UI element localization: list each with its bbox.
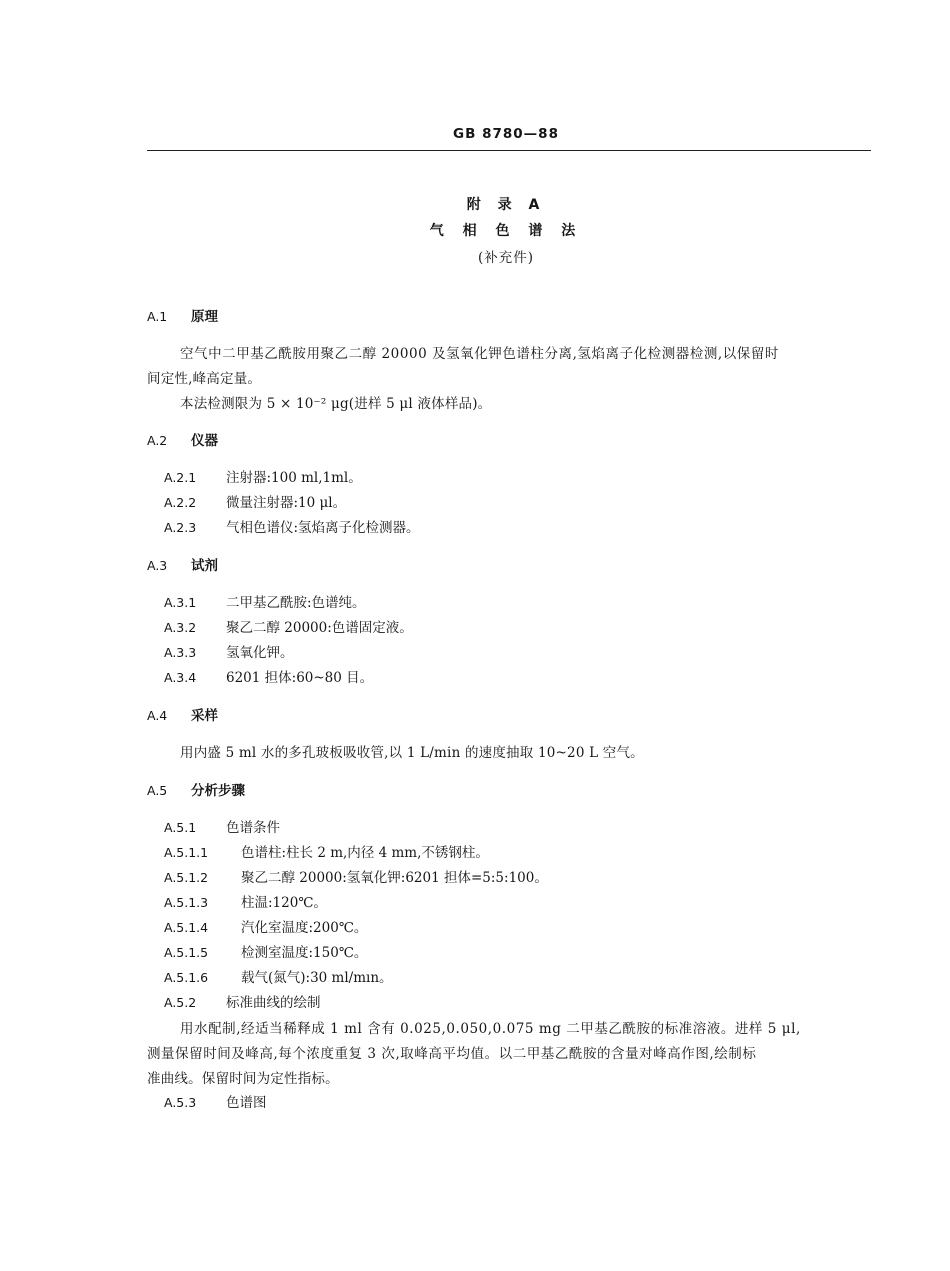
subsection-heading <box>164 1094 267 1112</box>
paragraph-line: 用内盛 5 ml 水的多孔玻板吸收管,以 1 L/min 的速度抽取 10~20 L 空气。 <box>180 745 644 761</box>
section-number: A.3 <box>147 558 168 573</box>
section-heading-a4 <box>147 707 218 725</box>
item-text: 色谱条件 <box>226 820 280 836</box>
item-number: A.3.4 <box>164 670 197 685</box>
section-title: 分析步骤 <box>191 783 245 799</box>
list-item <box>164 669 373 687</box>
item-number: A.5.1.5 <box>164 945 209 960</box>
list-item <box>164 944 367 962</box>
standard-code: GB 8780—88 <box>453 126 559 142</box>
section-heading-a2 <box>147 432 218 450</box>
section-heading-a5 <box>147 782 245 800</box>
section-number: A.4 <box>147 708 168 723</box>
header-rule <box>147 150 871 151</box>
paragraph-line: 准曲线。保留时间为定性指标。 <box>147 1071 339 1087</box>
section-number: A.2 <box>147 433 168 448</box>
item-number: A.3.2 <box>164 620 197 635</box>
item-text: 6201 担体:60~80 目。 <box>226 670 374 686</box>
item-text: 注射器:100 ml,1ml。 <box>226 470 362 486</box>
item-number: A.5.2 <box>164 995 197 1010</box>
item-text: 标准曲线的绘制 <box>226 995 321 1011</box>
item-text: 柱温:120℃。 <box>241 895 327 911</box>
item-number: A.5.3 <box>164 1095 197 1110</box>
item-text: 微量注射器:10 μl。 <box>226 495 347 511</box>
item-text: 色谱柱:柱长 2 m,内径 4 mm,不锈钢柱。 <box>241 845 489 861</box>
list-item <box>164 519 420 537</box>
item-text: 色谱图 <box>226 1095 267 1111</box>
section-title: 采样 <box>191 708 218 724</box>
appendix-title: 气 相 色 谱 法 <box>429 223 583 239</box>
item-number: A.3.3 <box>164 645 197 660</box>
section-title: 试剂 <box>191 558 218 574</box>
item-number: A.5.1.3 <box>164 895 209 910</box>
paragraph-line: 空气中二甲基乙酰胺用聚乙二醇 20000 及氢氧化钾色谱柱分离,氢焰离子化检测器检测,以保留时 <box>180 346 779 362</box>
list-item <box>164 644 294 662</box>
paragraph-line: 间定性,峰高定量。 <box>147 371 262 387</box>
appendix-label: 附 录 A <box>466 197 546 213</box>
list-item <box>164 844 489 862</box>
list-item <box>164 969 393 987</box>
list-item <box>164 869 548 887</box>
item-number: A.5.1.4 <box>164 920 209 935</box>
item-number: A.5.1 <box>164 820 197 835</box>
item-text: 二甲基乙酰胺:色谱纯。 <box>226 595 366 611</box>
paragraph-line: 本法检测限为 5 × 10⁻² μg(进样 5 μl 液体样品)。 <box>180 396 492 412</box>
subsection-heading <box>164 819 280 837</box>
item-text: 检测室温度:150℃。 <box>241 945 368 961</box>
item-text: 气相色谱仪:氢焰离子化检测器。 <box>226 520 420 536</box>
section-title: 仪器 <box>191 433 218 449</box>
section-heading-a3 <box>147 557 218 575</box>
list-item <box>164 469 362 487</box>
item-text: 聚乙二醇 20000:色谱固定液。 <box>226 620 413 636</box>
section-title: 原理 <box>191 309 218 325</box>
paragraph-line: 测量保留时间及峰高,每个浓度重复 3 次,取峰高平均值。以二甲基乙酰胺的含量对峰高作图,绘制标 <box>147 1046 757 1062</box>
list-item <box>164 494 346 512</box>
appendix-note: (补充件) <box>477 250 535 266</box>
item-number: A.2.2 <box>164 495 197 510</box>
list-item <box>164 894 327 912</box>
item-text: 载气(氮气):30 ml/mın。 <box>241 970 393 986</box>
list-item <box>164 594 366 612</box>
item-number: A.3.1 <box>164 595 197 610</box>
item-number: A.2.1 <box>164 470 197 485</box>
item-number: A.5.1.6 <box>164 970 209 985</box>
item-text: 聚乙二醇 20000:氢氧化钾:6201 担体=5:5:100。 <box>241 870 548 886</box>
subsection-heading <box>164 994 321 1012</box>
section-number: A.1 <box>147 309 168 324</box>
item-text: 氢氧化钾。 <box>226 645 294 661</box>
list-item <box>164 919 367 937</box>
list-item <box>164 619 413 637</box>
item-number: A.5.1.2 <box>164 870 209 885</box>
item-number: A.5.1.1 <box>164 845 209 860</box>
item-text: 汽化室温度:200℃。 <box>241 920 368 936</box>
section-number: A.5 <box>147 783 168 798</box>
paragraph-line: 用水配制,经适当稀释成 1 ml 含有 0.025,0.050,0.075 mg 二甲基乙酰胺的标准溶液。进样 5 μl, <box>180 1021 801 1037</box>
section-heading-a1 <box>147 308 218 326</box>
item-number: A.2.3 <box>164 520 197 535</box>
